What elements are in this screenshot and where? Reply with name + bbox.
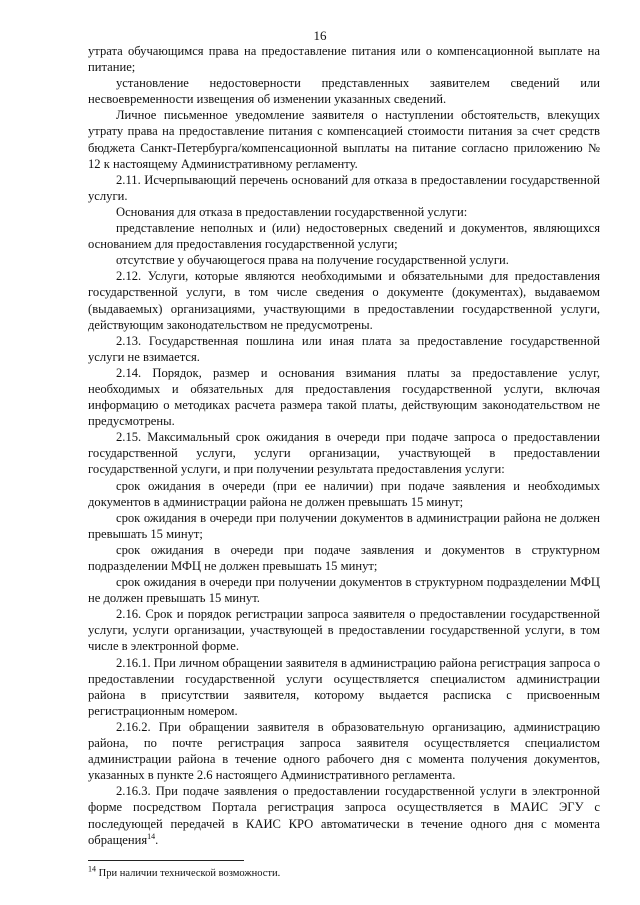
paragraph-with-footnote: 2.16.3. При подаче заявления о предоставлении государственной услуги в электронной форме посредством Портала регистрация запроса осуществляется в МАИС ЭГУ с последующей передачей в КАИС КРО автоматически в течение одного дня с момента обращения$^{14}$. [88,784,600,847]
paragraph: отсутствие у обучающегося права на получение государственной услуги. [116,253,509,268]
body-text [88,43,600,848]
footnote-text: При наличии технической возможности. [96,868,281,879]
paragraph: срок ожидания в очереди при получении документов в администрации района не должен превышать 15 минут; [88,510,600,541]
paragraph: срок ожидания в очереди (при ее наличии) при подаче заявления и необходимых документов в администрации района не должен превышать 15 минут; [88,478,600,509]
section-heading: 2.14. Порядок, размер и основания взимания платы за предоставление услуг, необходимых и обязательных для предоставления государственной услуги, включая информацию о методиках расчета размера такой платы, действующим законодательством не предусмотрены. [88,365,600,429]
section-heading: 2.15. Максимальный срок ожидания в очереди при подаче запроса о предоставлении государственной услуги, услуги организации, участвующей в предоставлении государственной услуги, и при получении результата предоставления услуги: [88,430,600,477]
footnote [88,864,600,880]
paragraph: установление недостоверности представленных заявителем сведений или несвоевременности извещения об изменении указанных сведений. [88,76,600,107]
paragraph: срок ожидания в очереди при получении документов в структурном подразделении МФЦ не должен превышать 15 минут. [88,575,600,606]
section-heading: 2.11. Исчерпывающий перечень оснований для отказа в предоставлении государственной услуги. [88,172,600,203]
footnote-number: 14 [88,864,96,874]
section-heading: 2.13. Государственная пошлина или иная плата за предоставление государственной услуги не взимается. [88,333,600,364]
paragraph: Личное письменное уведомление заявителя о наступлении обстоятельств, влекущих утрату права на предоставление питания с компенсацией стоимости питания за счет средств бюджета Санкт-Петербурга/компенсационной выплаты на питание согласно приложению № 12 к настоящему Административному регламенту. [88,108,600,171]
paragraph: Основания для отказа в предоставлении государственной услуги: [116,204,468,219]
section-heading: 2.12. Услуги, которые являются необходимыми и обязательными для предоставления государственной услуги, в том числе сведения о документе (документах), выдаваемом (выдаваемых) организациями, участвующими в предоставлении государственной услуги, действующим законодательством не предусмотрены. [88,269,600,332]
paragraph: 2.16.2. При обращении заявителя в образовательную организацию, администрацию района, по почте регистрация запроса заявителя осуществляется специалистом администрации района в течение одного рабочего дня с момента получения документов, указанных в пункте 2.6 настоящего Административного регламента. [88,719,600,783]
paragraph: 2.16.1. При личном обращении заявителя в администрацию района регистрация запроса о предоставлении государственной услуги осуществляется специалистом администрации района в присутствии заявителя, которому выдается расписка с присвоенным регистрационным номером. [88,655,600,718]
footnote-divider [88,860,244,861]
paragraph: утрата обучающимся права на предоставление питания или о компенсационной выплате на питание; [88,44,600,75]
paragraph: представление неполных и (или) недостоверных сведений и документов, являющихся основанием для предоставления государственной услуги; [88,221,600,252]
section-heading: 2.16. Срок и порядок регистрации запроса заявителя о предоставлении государственной услуги, услуги организации, участвующей в предоставлении государственной услуги, в том числе в электронной форме. [88,607,600,654]
paragraph-text: 2.16.3. При подаче заявления о предоставлении государственной услуги в электронной форме посредством Портала регистрация запроса осуществляется в МАИС ЭГУ с последующей передачей в КАИС КРО автоматически в течение одного дня с момента обращения [88,784,600,847]
paragraph: срок ожидания в очереди при подаче заявления и документов в структурном подразделении МФЦ не должен превышать 15 минут; [88,542,600,573]
page-number: 16 [313,28,327,43]
footnote-reference: 14 [147,831,156,841]
